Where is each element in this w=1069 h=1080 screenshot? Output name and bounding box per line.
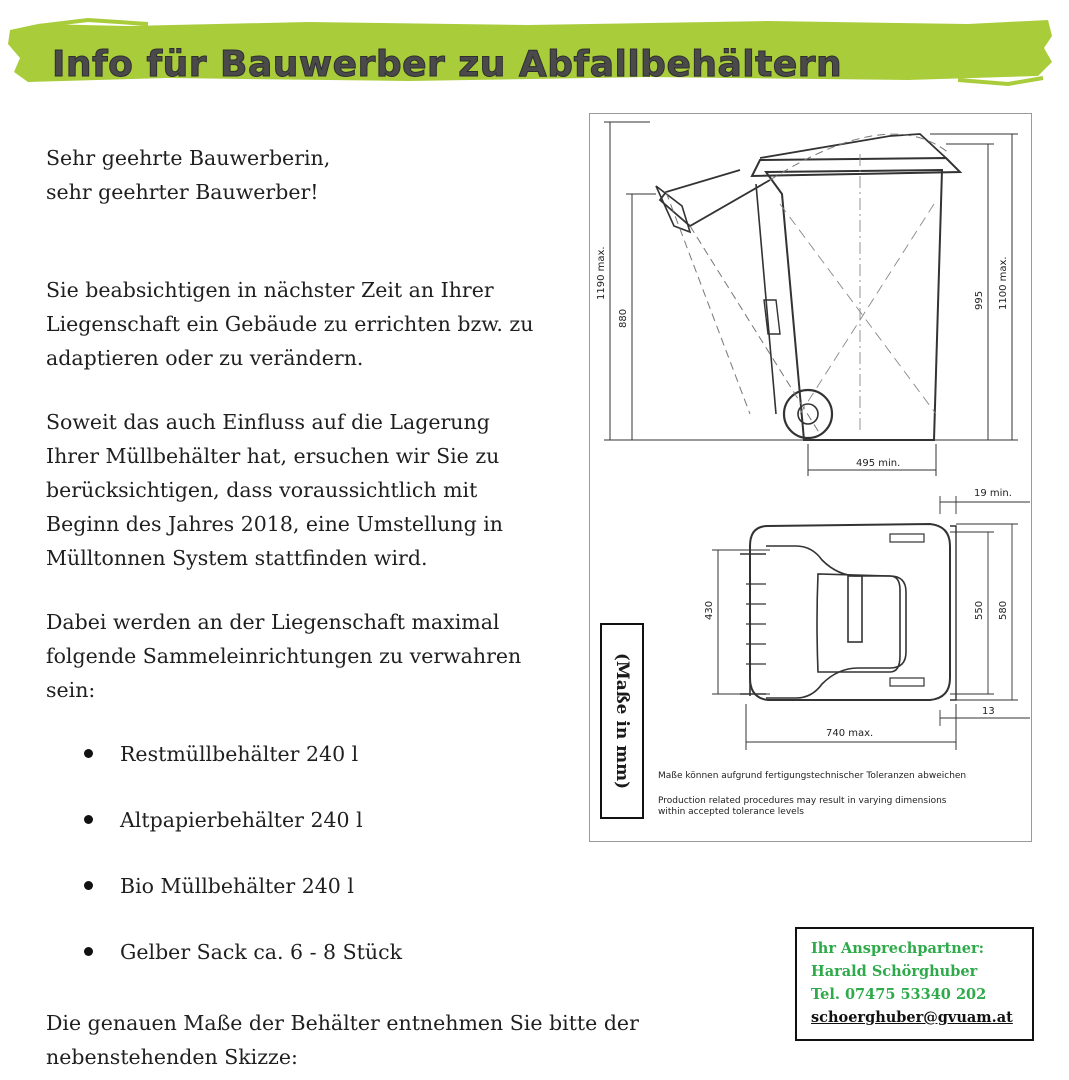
paragraph-line: Beginn des Jahres 2018, eine Umstellung in [46, 512, 503, 536]
list-item [84, 737, 402, 803]
dim-overhang: 19 min. [974, 488, 1012, 499]
dim-width-inner: 430 [704, 600, 715, 620]
dim-height-body: 880 [618, 308, 629, 328]
paragraph-line: Dabei werden an der Liegenschaft maximal [46, 610, 500, 634]
header-banner [8, 14, 1054, 88]
dim-length: 740 max. [826, 728, 874, 739]
bin-dimension-drawing [589, 113, 1032, 842]
list-item [84, 935, 402, 1001]
paragraph-line: Soweit das auch Einfluss auf die Lagerung [46, 410, 490, 434]
list-item-label: Restmüllbehälter 240 l [120, 742, 359, 766]
note-line: Production related procedures may result in varying dimensions [658, 796, 947, 806]
paragraph-line: sein: [46, 678, 96, 702]
list-item [84, 869, 402, 935]
contact-email-link[interactable]: schoerghuber@gvuam.at [811, 1009, 1013, 1026]
dim-width-580: 580 [998, 600, 1009, 620]
paragraph-line: nebenstehenden Skizze: [46, 1045, 298, 1069]
container-list [84, 737, 402, 1001]
contact-phone: Tel. 07475 53340 202 [811, 986, 987, 1003]
contact-box [795, 927, 1034, 1041]
paragraph-line: Liegenschaft ein Gebäude zu errichten bzw. zu [46, 312, 534, 336]
greeting-line: sehr geehrter Bauwerber! [46, 180, 319, 204]
paragraph-closing [46, 1006, 639, 1074]
tolerance-note-de: Maße können aufgrund fertigungstechnischer Toleranzen abweichen [658, 771, 967, 781]
bullet-icon [84, 749, 93, 758]
bullet-icon [84, 815, 93, 824]
paragraph-line: berücksichtigen, dass voraussichtlich mit [46, 478, 478, 502]
list-item-label: Gelber Sack ca. 6 - 8 Stück [120, 940, 403, 964]
tolerance-note-en [658, 796, 946, 818]
units-label-box [600, 623, 644, 819]
paragraph-line: Mülltonnen System stattfinden wird. [46, 546, 428, 570]
paragraph-line: folgende Sammeleinrichtungen zu verwahren [46, 644, 522, 668]
paragraph-intro [46, 273, 533, 375]
list-item-label: Bio Müllbehälter 240 l [120, 874, 354, 898]
dim-height-total: 1100 max. [998, 256, 1009, 310]
dim-width-550: 550 [974, 600, 985, 620]
units-label: (Maße in mm) [612, 652, 632, 790]
contact-heading: Ihr Ansprechpartner: [811, 940, 984, 957]
dim-height-open: 1190 max. [596, 246, 607, 300]
paragraph-line: adaptieren oder zu verändern. [46, 346, 364, 370]
dim-offset: 13 [982, 706, 995, 717]
paragraph-change [46, 405, 503, 575]
paragraph-containers [46, 605, 521, 707]
paragraph-line: Sie beabsichtigen in nächster Zeit an Ihrer [46, 278, 494, 302]
dim-height-rim: 995 [974, 290, 985, 310]
dim-depth: 495 min. [856, 458, 901, 469]
paragraph-line: Ihrer Müllbehälter hat, ersuchen wir Sie zu [46, 444, 500, 468]
greeting-line: Sehr geehrte Bauwerberin, [46, 146, 331, 170]
bin-drawing-svg [590, 114, 1031, 841]
list-item [84, 803, 402, 869]
note-line: within accepted tolerance levels [658, 807, 804, 817]
paragraph-line: Die genauen Maße der Behälter entnehmen Sie bitte der [46, 1011, 639, 1035]
page-title: Info für Bauwerber zu Abfallbehältern [52, 44, 843, 85]
list-item-label: Altpapierbehälter 240 l [120, 808, 363, 832]
bullet-icon [84, 881, 93, 890]
contact-name: Harald Schörghuber [811, 963, 978, 980]
bullet-icon [84, 947, 93, 956]
greeting [46, 141, 330, 209]
